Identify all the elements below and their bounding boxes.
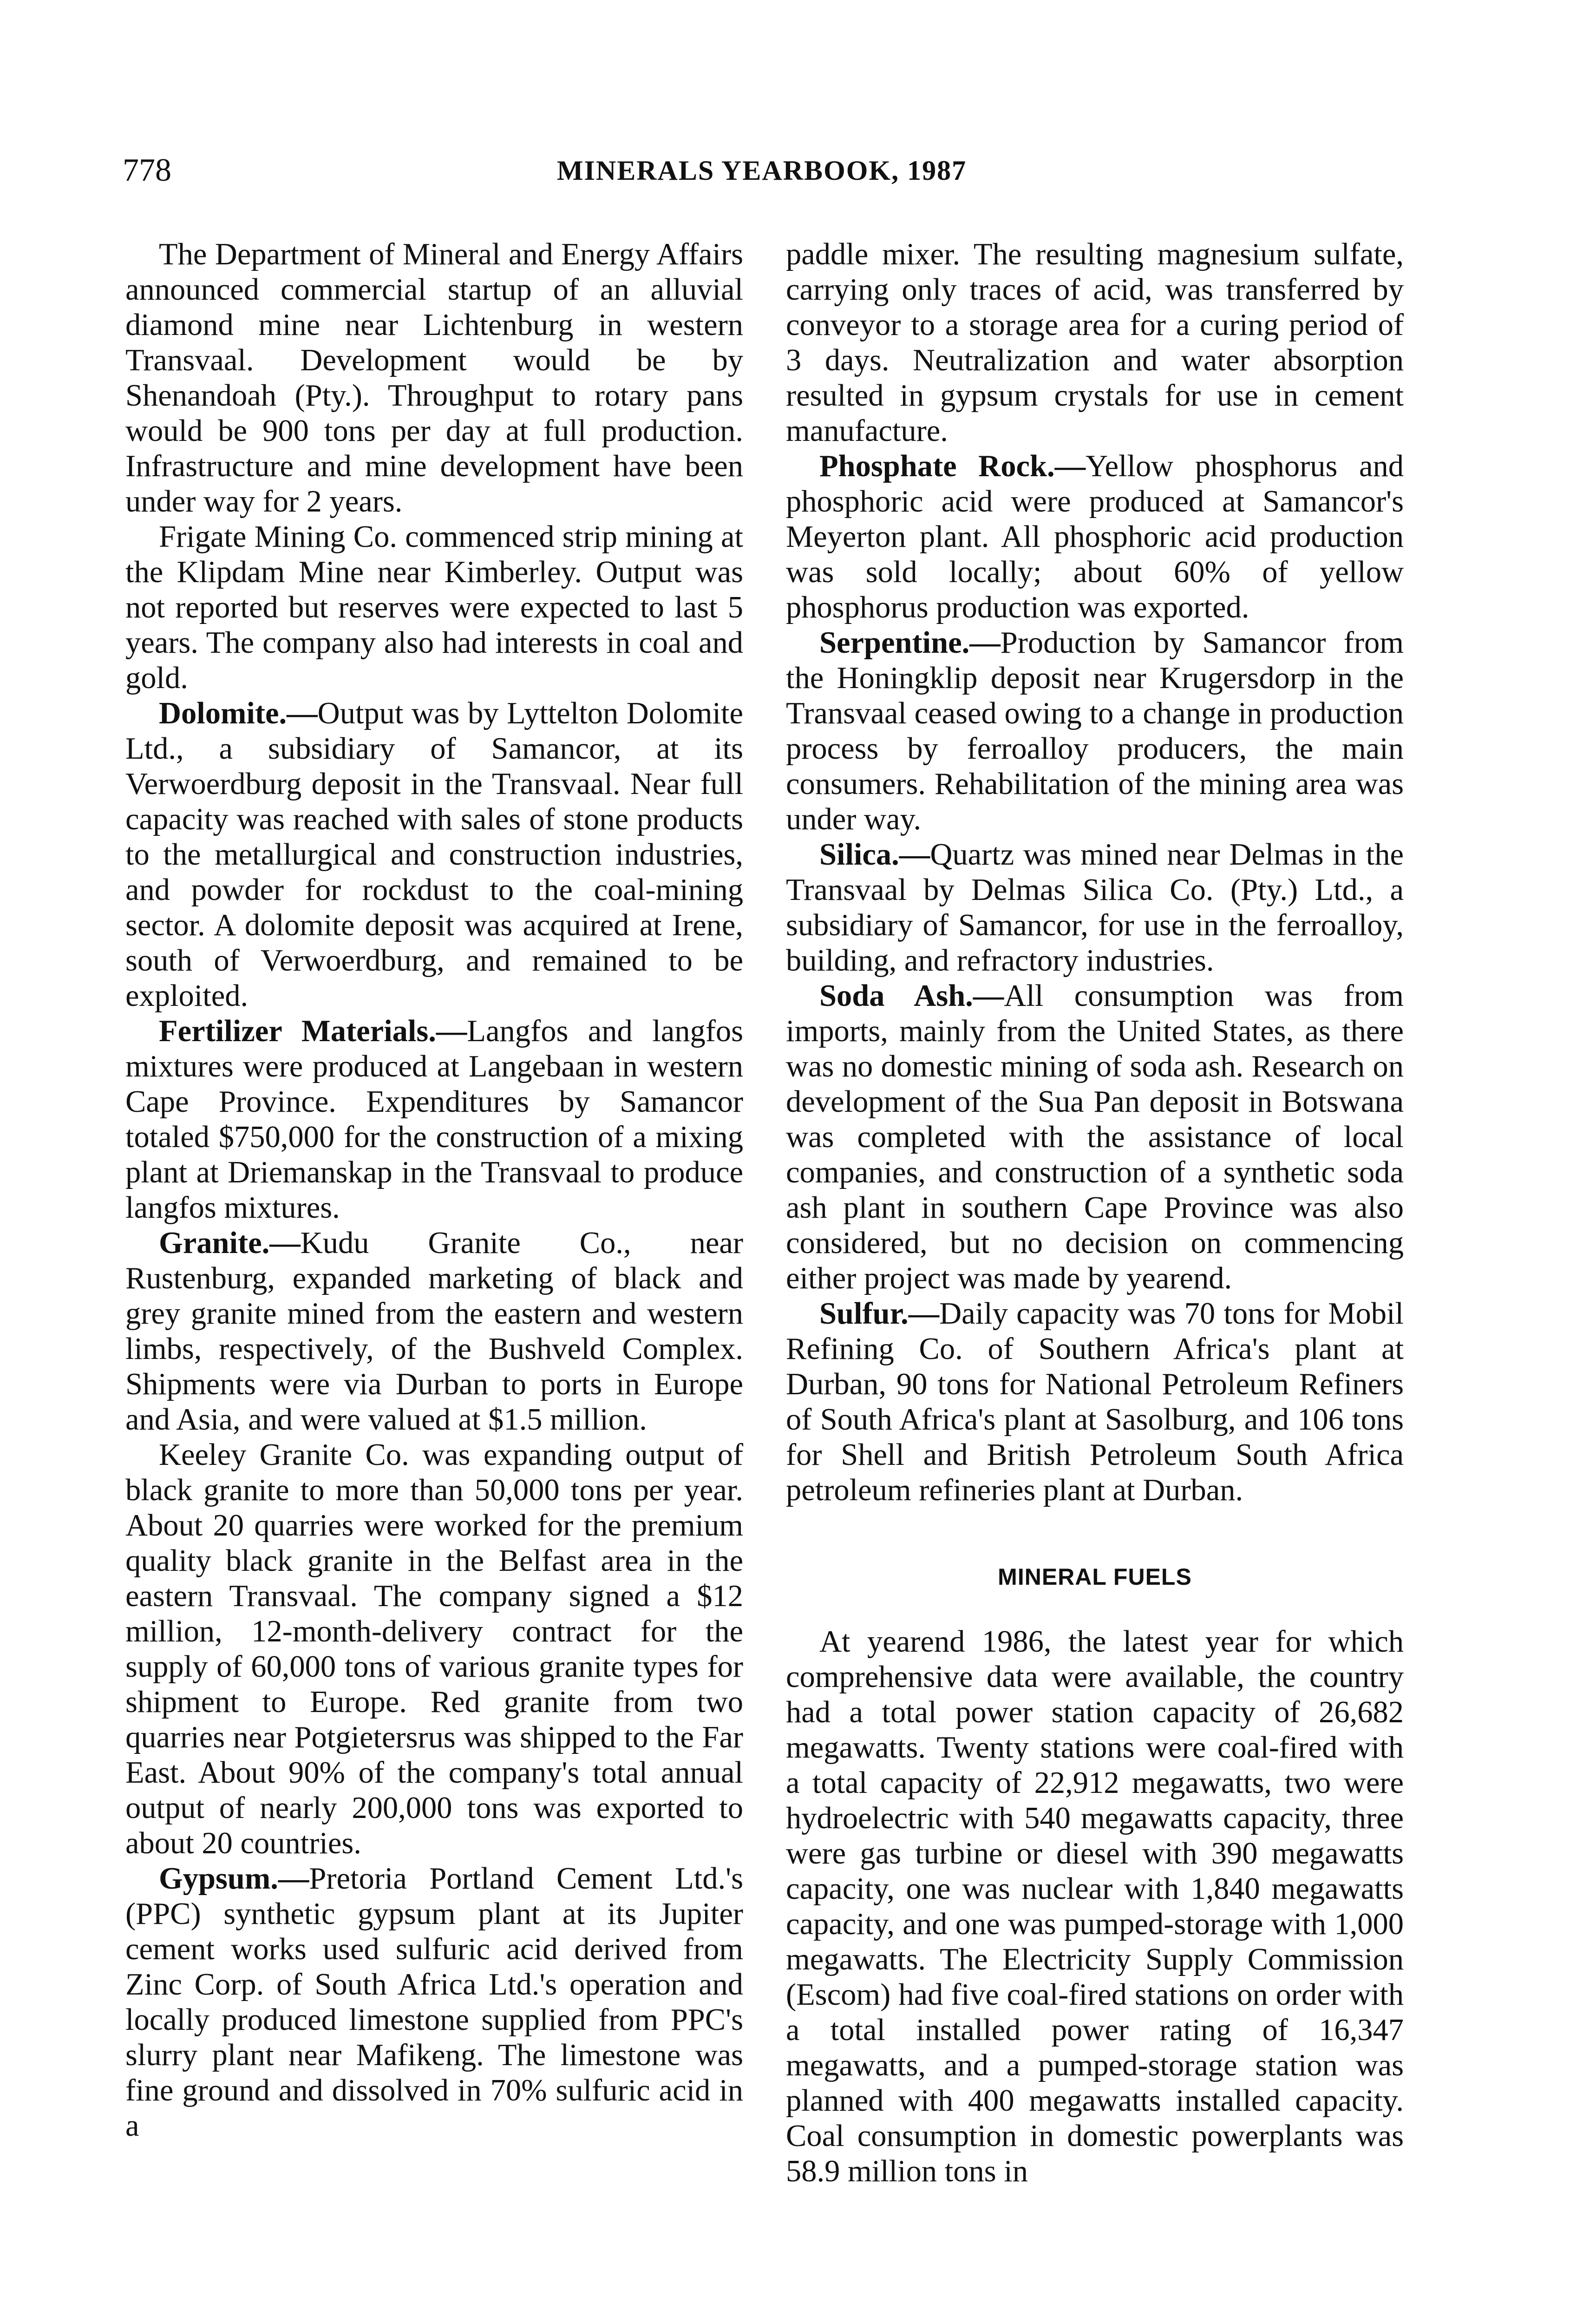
gypsum-continued-paragraph: paddle mixer. The resulting magnesium sulfate, carrying only traces of acid, was transferred by conveyor to a storage area for a curing period of 3 days. Neutralization and water absorption resulted in gypsum crystals for use in cement manufacture.: [786, 237, 1404, 448]
section-heading-mineral-fuels: MINERAL FUELS: [998, 1564, 1192, 1590]
granite-heading: Granite.—: [159, 1226, 301, 1260]
gypsum-paragraph: [125, 1861, 743, 2144]
phosphate-text: Yellow phosphorus and phosphoric acid were produced at Samancor's Meyerton plant. All phosphoric acid production was sold locally; about 60% of yellow phosphorus production was exported.: [786, 449, 1404, 624]
phosphate-heading: Phosphate Rock.—: [819, 449, 1086, 483]
sulfur-heading: Sulfur.—: [819, 1297, 940, 1331]
left-column: [125, 237, 743, 2144]
granite-paragraph: [125, 1226, 743, 1437]
dolomite-heading: Dolomite.—: [159, 696, 318, 730]
sulfur-text: Daily capacity was 70 tons for Mobil Refining Co. of Southern Africa's plant at Durban, 90 tons for National Petroleum Refiners of South Africa's plant at Sasolburg, and 106 tons for Shell and British Petroleum South Africa petroleum refineries plant at Durban.: [786, 1297, 1404, 1507]
soda-ash-paragraph: [786, 978, 1404, 1296]
right-column: [786, 237, 1404, 2189]
serpentine-paragraph: [786, 625, 1404, 837]
serpentine-heading: Serpentine.—: [819, 626, 1001, 660]
silica-text: Quartz was mined near Delmas in the Transvaal by Delmas Silica Co. (Pty.) Ltd., a subsidiary of Samancor, for use in the ferroalloy, building, and refractory industries.: [786, 838, 1404, 978]
keeley-granite-paragraph: Keeley Granite Co. was expanding output of black granite to more than 50,000 tons per year. About 20 quarries were worked for the premium quality black granite in the Belfast area in the eastern Transvaal. The company signed a $12 million, 12-month-delivery contract for the supply of 60,000 tons of various granite types for shipment to Europe. Red granite from two quarries near Potgietersrus was shipped to the Far East. About 90% of the company's total annual output of nearly 200,000 tons was exported to about 20 countries.: [125, 1438, 743, 1860]
gypsum-heading: Gypsum.—: [159, 1862, 309, 1896]
dolomite-text: Output was by Lyttelton Dolomite Ltd., a subsidiary of Samancor, at its Verwoerdburg deposit in the Transvaal. Near full capacity was reached with sales of stone products to the metallurgical and construction industries, and powder for rockdust to the coal-mining sector. A dolomite deposit was acquired at Irene, south of Verwoerdburg, and remained to be exploited.: [125, 696, 743, 1013]
fertilizer-paragraph: [125, 1014, 743, 1226]
fertilizer-heading: Fertilizer Materials.—: [159, 1014, 467, 1048]
frigate-mining-paragraph: Frigate Mining Co. commenced strip mining at the Klipdam Mine near Kimberley. Output was not reported but reserves were expected to last 5 years. The company also had interests in coal and gold.: [125, 520, 743, 695]
page-number: 778: [123, 152, 171, 188]
fertilizer-text: Langfos and langfos mixtures were produced at Langebaan in western Cape Province. Expenditures by Samancor totaled $750,000 for the construction of a mixing plant at Driemanskap in the Transvaal to produce langfos mixtures.: [125, 1014, 743, 1225]
dolomite-paragraph: [125, 696, 743, 1014]
silica-paragraph: [786, 837, 1404, 978]
diamond-paragraph: The Department of Mineral and Energy Affairs announced commercial startup of an alluvial diamond mine near Lichtenburg in western Transvaal. Development would be by Shenandoah (Pty.). Throughput to rotary pans would be 900 tons per day at full production. Infrastructure and mine development have been under way for 2 years.: [125, 237, 743, 518]
phosphate-paragraph: [786, 449, 1404, 625]
granite-text: Kudu Granite Co., near Rustenburg, expanded marketing of black and grey granite mined from the eastern and western limbs, respectively, of the Bushveld Complex. Shipments were via Durban to ports in Europe and Asia, and were valued at $1.5 million.: [125, 1226, 743, 1437]
sulfur-paragraph: [786, 1296, 1404, 1508]
soda-ash-heading: Soda Ash.—: [819, 979, 1004, 1013]
book-title: MINERALS YEARBOOK, 1987: [556, 155, 967, 186]
silica-heading: Silica.—: [819, 838, 930, 872]
gypsum-text: Pretoria Portland Cement Ltd.'s (PPC) synthetic gypsum plant at its Jupiter cement works used sulfuric acid derived from Zinc Corp. of South Africa Ltd.'s operation and locally produced limestone supplied from PPC's slurry plant near Mafikeng. The limestone was fine ground and dissolved in 70% sulfuric acid in a: [125, 1862, 743, 2143]
serpentine-text: Production by Samancor from the Honingklip deposit near Krugersdorp in the Transvaal ceased owing to a change in production process by ferroalloy producers, the main consumers. Rehabilitation of the mining area was under way.: [786, 626, 1404, 836]
running-head: [116, 150, 1407, 191]
soda-ash-text: All consumption was from imports, mainly from the United States, as there was no domestic mining of soda ash. Research on development of the Sua Pan deposit in Botswana was completed with the assistance of local companies, and construction of a synthetic soda ash plant in southern Cape Province was also considered, but no decision on commencing either project was made by yearend.: [786, 979, 1404, 1295]
mineral-fuels-paragraph: At yearend 1986, the latest year for which comprehensive data were available, the country had a total power station capacity of 26,682 megawatts. Twenty stations were coal-fired with a total capacity of 22,912 megawatts, two were hydroelectric with 540 megawatts capacity, three were gas turbine or diesel with 390 megawatts capacity, one was nuclear with 1,840 megawatts capacity, and one was pumped-storage with 1,000 megawatts. The Electricity Supply Commission (Escom) had five coal-fired stations on order with a total installed power rating of 16,347 megawatts, and a pumped-storage station was planned with 400 megawatts installed capacity. Coal consumption in domestic powerplants was 58.9 million tons in: [786, 1625, 1404, 2188]
